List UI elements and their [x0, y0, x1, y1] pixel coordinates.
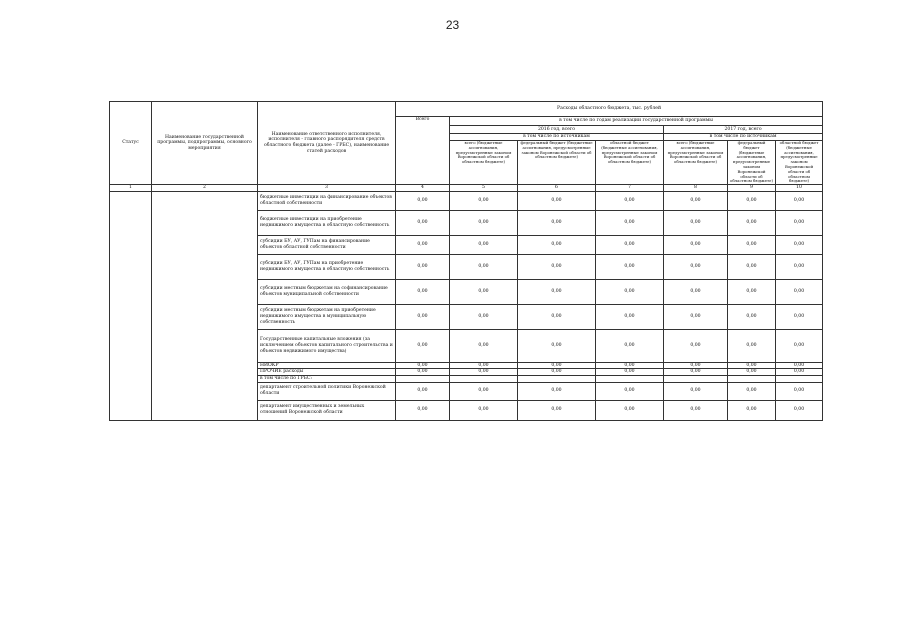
- row-value: 0,00: [728, 304, 776, 329]
- row-value: 0,00: [450, 254, 518, 279]
- column-index: 10: [776, 185, 823, 192]
- row-value: 0,00: [664, 329, 728, 362]
- row-name: департамент строительной политики Воронежской области: [258, 382, 396, 400]
- row-value: [396, 375, 450, 382]
- row-value: 0,00: [450, 304, 518, 329]
- row-value: 0,00: [664, 382, 728, 400]
- row-value: 0,00: [596, 254, 664, 279]
- row-name: департамент имущественных и земельных отношений Воронежской области: [258, 400, 396, 420]
- row-value: 0,00: [664, 304, 728, 329]
- row-value: 0,00: [596, 235, 664, 254]
- row-value: 0,00: [596, 369, 664, 376]
- row-name: Государственные капитальные вложения (за исключением объектов капитального строительства и объектов недвижимого имущества): [258, 329, 396, 362]
- row-value: 0,00: [596, 191, 664, 210]
- header-by-years: в том числе по годам реализации государственной программы: [450, 117, 823, 126]
- row-value: 0,00: [450, 382, 518, 400]
- header-by-sources-2017: в том числе по источникам: [664, 134, 823, 141]
- row-value: 0,00: [596, 362, 664, 369]
- row-value: 0,00: [596, 304, 664, 329]
- row-value: 0,00: [664, 254, 728, 279]
- header-2016-total-col: всего (бюджетные ассигнования, предусмотренные законом Воронежской области об областном бюджете): [450, 141, 518, 185]
- header-by-sources-2016: в том числе по источникам: [450, 134, 664, 141]
- row-value: 0,00: [776, 210, 823, 235]
- row-value: 0,00: [518, 235, 596, 254]
- row-value: 0,00: [596, 382, 664, 400]
- header-status: Статус: [110, 102, 152, 185]
- row-value: 0,00: [518, 254, 596, 279]
- row-value: 0,00: [518, 304, 596, 329]
- row-value: 0,00: [396, 329, 450, 362]
- row-value: 0,00: [518, 210, 596, 235]
- column-index: 1: [110, 185, 152, 192]
- header-total: Всего: [396, 117, 450, 185]
- row-value: [450, 375, 518, 382]
- row-value: 0,00: [664, 279, 728, 304]
- column-index: 2: [152, 185, 258, 192]
- row-name: субсидии местным бюджетам на приобретение недвижимого имущества в муниципальную собственность: [258, 304, 396, 329]
- row-value: 0,00: [728, 235, 776, 254]
- row-value: 0,00: [450, 329, 518, 362]
- row-value: 0,00: [396, 235, 450, 254]
- header-2017-federal-col: федеральный бюджет (бюджетные ассигнования, предусмотренные законом Воронежской области об областном бюджете): [728, 141, 776, 185]
- header-2016-federal-col: федеральный бюджет (бюджетные ассигнования, предусмотренные законом Воронежской области об областном бюджете): [518, 141, 596, 185]
- column-index: 5: [450, 185, 518, 192]
- row-name: НИОКР: [258, 362, 396, 369]
- row-name: ПРОЧИЕ расходы: [258, 369, 396, 376]
- row-value: 0,00: [776, 304, 823, 329]
- row-value: 0,00: [518, 400, 596, 420]
- row-value: 0,00: [450, 369, 518, 376]
- row-value: 0,00: [728, 382, 776, 400]
- row-value: 0,00: [396, 210, 450, 235]
- row-value: 0,00: [518, 369, 596, 376]
- row-value: 0,00: [396, 382, 450, 400]
- row-value: 0,00: [728, 400, 776, 420]
- header-2017-regional-col: областной бюджет (бюджетные ассигнования, предусмотренные законом Воронежской области об областном бюджете): [776, 141, 823, 185]
- row-value: 0,00: [728, 369, 776, 376]
- header-2017-total-col: всего (бюджетные ассигнования, предусмотренные законом Воронежской области об областном бюджете): [664, 141, 728, 185]
- row-value: 0,00: [396, 304, 450, 329]
- row-value: 0,00: [518, 382, 596, 400]
- program-name-cell: [152, 191, 258, 420]
- row-value: 0,00: [596, 329, 664, 362]
- column-index: 8: [664, 185, 728, 192]
- row-value: 0,00: [664, 210, 728, 235]
- row-value: 0,00: [450, 362, 518, 369]
- row-value: 0,00: [664, 235, 728, 254]
- row-value: 0,00: [664, 369, 728, 376]
- row-value: [728, 375, 776, 382]
- row-value: 0,00: [518, 329, 596, 362]
- column-index: 6: [518, 185, 596, 192]
- row-value: 0,00: [450, 191, 518, 210]
- row-value: 0,00: [396, 279, 450, 304]
- row-value: 0,00: [396, 400, 450, 420]
- row-value: 0,00: [776, 279, 823, 304]
- status-cell: [110, 191, 152, 420]
- row-value: 0,00: [450, 235, 518, 254]
- row-name: субсидии местным бюджетам на софинансирование объектов муниципальной собственности: [258, 279, 396, 304]
- row-value: 0,00: [518, 362, 596, 369]
- row-value: 0,00: [728, 362, 776, 369]
- row-value: 0,00: [518, 191, 596, 210]
- row-name: бюджетные инвестиции на финансирование объектов областной собственности: [258, 191, 396, 210]
- row-value: 0,00: [396, 362, 450, 369]
- row-value: 0,00: [728, 254, 776, 279]
- row-value: 0,00: [776, 400, 823, 420]
- row-value: 0,00: [776, 235, 823, 254]
- row-value: [776, 375, 823, 382]
- column-index: 7: [596, 185, 664, 192]
- row-value: 0,00: [450, 400, 518, 420]
- budget-table: [109, 101, 823, 421]
- row-name: в том числе по ГРБС:: [258, 375, 396, 382]
- row-value: 0,00: [596, 400, 664, 420]
- header-expenses: Расходы областного бюджета, тыс. рублей: [396, 102, 823, 117]
- column-index-row: [110, 185, 823, 192]
- row-name: бюджетные инвестиции на приобретение недвижимого имущества в областную собственность: [258, 210, 396, 235]
- row-value: 0,00: [396, 369, 450, 376]
- header-2016-regional-col: областной бюджет (бюджетные ассигнования, предусмотренные законом Воронежской области об областном бюджете): [596, 141, 664, 185]
- row-value: 0,00: [728, 329, 776, 362]
- row-name: субсидии БУ, АУ, ГУПам на финансирование объектов областной собственности: [258, 235, 396, 254]
- row-value: 0,00: [776, 369, 823, 376]
- table-row: [110, 191, 823, 210]
- header-year-2016: 2016 год, всего: [450, 126, 664, 134]
- column-index: 3: [258, 185, 396, 192]
- row-value: 0,00: [664, 400, 728, 420]
- row-value: 0,00: [596, 279, 664, 304]
- row-value: 0,00: [728, 279, 776, 304]
- column-index: 9: [728, 185, 776, 192]
- row-value: 0,00: [396, 191, 450, 210]
- row-value: [518, 375, 596, 382]
- row-name: субсидии БУ, АУ, ГУПам на приобретение недвижимого имущества в областную собственность: [258, 254, 396, 279]
- row-value: 0,00: [596, 210, 664, 235]
- row-value: [664, 375, 728, 382]
- row-value: 0,00: [396, 254, 450, 279]
- header-year-2017: 2017 год, всего: [664, 126, 823, 134]
- row-value: [596, 375, 664, 382]
- row-value: 0,00: [518, 279, 596, 304]
- row-value: 0,00: [776, 382, 823, 400]
- row-value: 0,00: [776, 329, 823, 362]
- row-value: 0,00: [728, 210, 776, 235]
- row-value: 0,00: [664, 191, 728, 210]
- column-index: 4: [396, 185, 450, 192]
- row-value: 0,00: [728, 191, 776, 210]
- row-value: 0,00: [664, 362, 728, 369]
- header-program-name: Наименование государственной программы, подпрограммы, основного мероприятия: [152, 102, 258, 185]
- header-executor-name: Наименование ответственного исполнителя, исполнителя - главного распорядителя средств областного бюджета (далее - ГРБС), наименование статей расходов: [258, 102, 396, 185]
- row-value: 0,00: [450, 279, 518, 304]
- row-value: 0,00: [776, 254, 823, 279]
- row-value: 0,00: [776, 191, 823, 210]
- page-number: 23: [445, 18, 460, 32]
- row-value: 0,00: [776, 362, 823, 369]
- row-value: 0,00: [450, 210, 518, 235]
